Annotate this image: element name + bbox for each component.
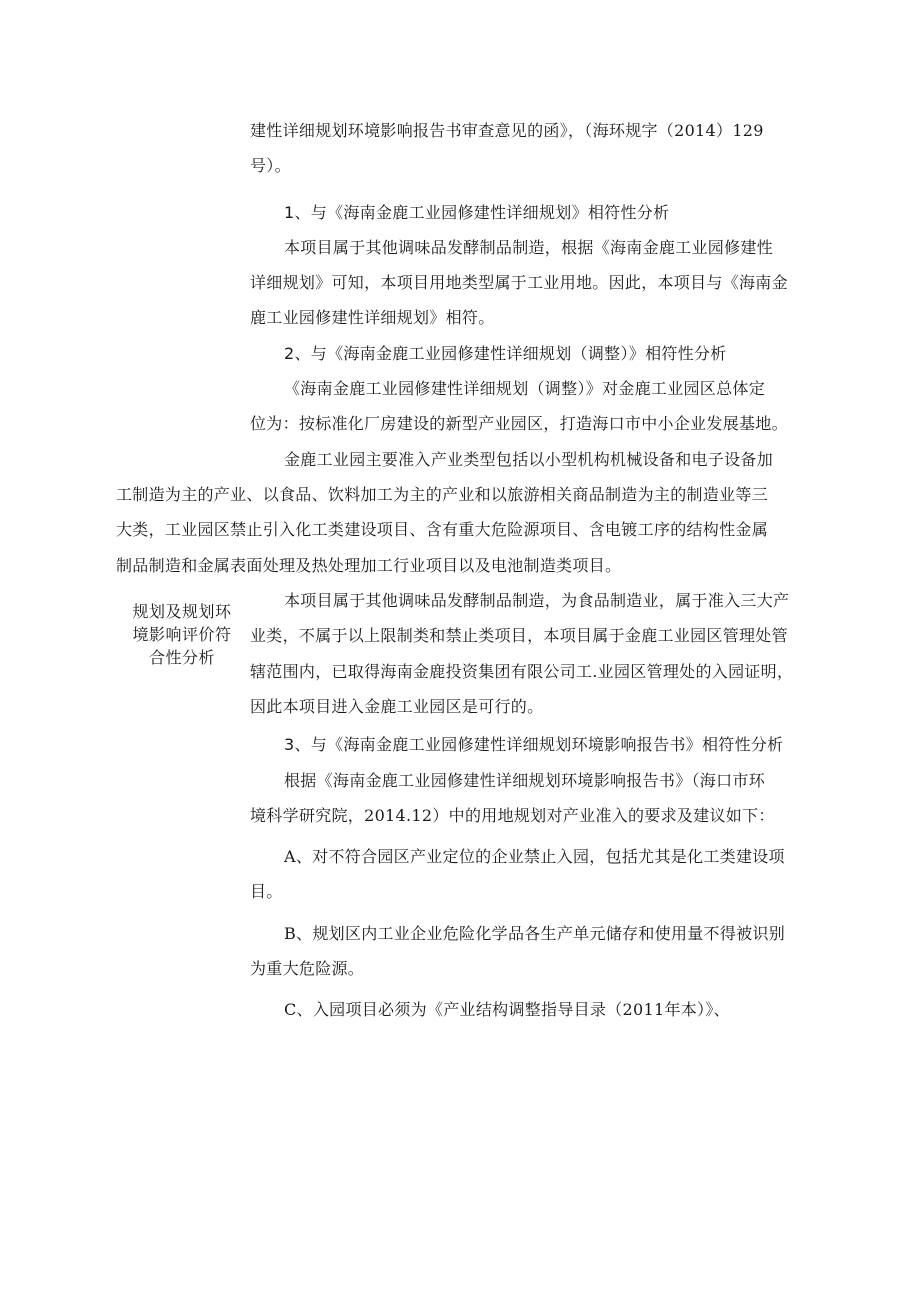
text-line: 《海南金鹿工业园修建性详细规划（调整）》对金鹿工业园区总体定: [284, 379, 766, 398]
text-line: 号）。: [250, 156, 291, 175]
text-line: 辖范围内，已取得海南金鹿投资集团有限公司工.业园区管理处的入园证明，: [250, 662, 794, 681]
list-item-c: C、入园项目必须为《产业结构调整指导目录（2011年本）》、: [284, 1000, 730, 1019]
text-line: 业类，不属于以上限制类和禁止类项目，本项目属于金鹿工业园区管理处管: [250, 626, 788, 645]
list-item-b: B、规划区内工业企业危险化学品各生产单元储存和使用量不得被识别: [284, 924, 786, 943]
section-heading-1: 1、与《海南金鹿工业园修建性详细规划》相符性分析: [284, 203, 670, 222]
text-line: 本项目属于其他调味品发酵制品制造，为食品制造业，属于准入三大产: [284, 591, 790, 610]
text-line: 金鹿工业园主要准入产业类型包括以小型机构机械设备和电子设备加: [284, 450, 774, 469]
text-line: 因此本项目进入金鹿工业园区是可行的。: [250, 697, 544, 716]
text-line: 工制造为主的产业、以食品、饮料加工为主的产业和以旅游相关商品制造为主的制造业等三: [116, 485, 769, 504]
list-item-a: A、对不符合园区产业定位的企业禁止入园，包括尤其是化工类建设项: [284, 847, 785, 866]
text-line: 境科学研究院，2014.12）中的用地规划对产业准入的要求及建议如下：: [250, 806, 775, 825]
text-line: 鹿工业园修建性详细规划》相符。: [250, 308, 495, 327]
text-line: 本项目属于其他调味品发酵制品制造，根据《海南金鹿工业园修建性: [284, 238, 774, 257]
text-line: 制品制造和金属表面处理及热处理加工行业项目以及电池制造类项目。: [116, 556, 622, 575]
text-line: 位为：按标准化厂房建设的新型产业园区，打造海口市中小企业发展基地。: [250, 414, 788, 433]
text-line: 建性详细规划环境影响报告书审查意见的函》，（海环规字（2014）129: [250, 121, 764, 140]
text-line: 详细规划》可知，本项目用地类型属于工业用地。因此，本项目与《海南金: [250, 273, 788, 292]
text-line: 为重大危险源。: [250, 959, 365, 978]
text-line: 目。: [250, 882, 283, 901]
section-heading-3: 3、与《海南金鹿工业园修建性详细规划环境影响报告书》相符性分析: [284, 735, 784, 754]
side-label: 规划及规划环境影响评价符合性分析: [132, 602, 232, 667]
text-line: 大类，工业园区禁止引入化工类建设项目、含有重大危险源项目、含电镀工序的结构性金属: [116, 520, 769, 539]
section-heading-2: 2、与《海南金鹿工业园修建性详细规划（调整）》相符性分析: [284, 344, 727, 363]
text-line: 根据《海南金鹿工业园修建性详细规划环境影响报告书》（海口市环: [284, 771, 766, 790]
